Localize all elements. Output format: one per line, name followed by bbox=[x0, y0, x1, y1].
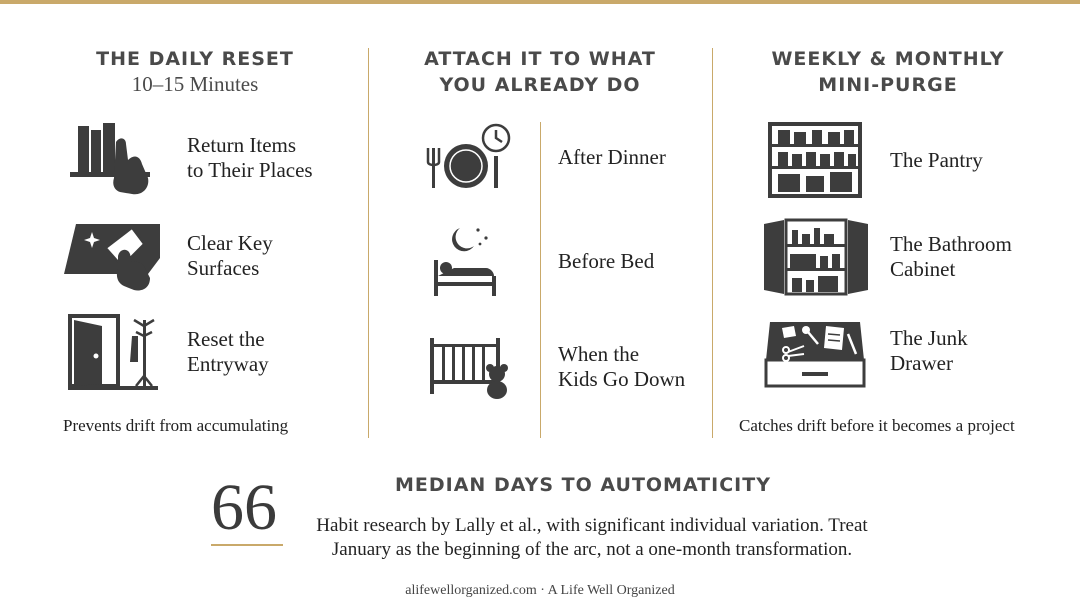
item-label-line2: Kids Go Down bbox=[558, 367, 686, 391]
item-label-line1: Reset the bbox=[187, 327, 265, 351]
item-label-line1: Return Items bbox=[187, 133, 297, 157]
stat-number: 66 bbox=[211, 471, 277, 544]
item-label-line1: After Dinner bbox=[558, 144, 666, 169]
attach-column bbox=[380, 46, 700, 98]
bed-moon-icon bbox=[430, 224, 510, 298]
column-title-line2: YOU ALREADY DO bbox=[439, 74, 641, 96]
purge-column bbox=[728, 46, 1048, 98]
item-label-line2: Surfaces bbox=[187, 256, 260, 280]
books-hand-icon bbox=[68, 120, 158, 196]
crib-teddy-icon bbox=[428, 334, 516, 400]
list-item bbox=[428, 334, 685, 400]
top-accent-bar bbox=[0, 0, 1080, 4]
list-item bbox=[762, 218, 1012, 296]
item-label-line1: The Pantry bbox=[890, 147, 983, 172]
plate-clock-icon bbox=[426, 122, 516, 192]
footer-credit: alifewellorganized.com · A Life Well Organized bbox=[405, 583, 675, 598]
item-label-line1: When the bbox=[558, 342, 640, 366]
column-title: THE DAILY RESET bbox=[96, 48, 294, 70]
item-label-line2: Drawer bbox=[890, 351, 953, 375]
stat-underline bbox=[211, 544, 283, 546]
column-divider-left bbox=[368, 48, 369, 438]
column-divider-right bbox=[712, 48, 713, 438]
item-label-line1: The Bathroom bbox=[890, 232, 1012, 256]
column-title-line1: ATTACH IT TO WHAT bbox=[424, 48, 656, 70]
list-item bbox=[768, 122, 983, 198]
item-label-line2: Cabinet bbox=[890, 257, 956, 281]
list-item bbox=[430, 224, 654, 298]
bathroom-cabinet-icon bbox=[762, 218, 870, 296]
list-item bbox=[62, 218, 273, 294]
pantry-shelves-icon bbox=[768, 122, 862, 198]
item-label-line2: Entryway bbox=[187, 352, 269, 376]
column-footnote: Catches drift before it becomes a project bbox=[739, 416, 1015, 435]
column-title-line2: MINI-PURGE bbox=[818, 74, 958, 96]
item-label-line1: The Junk bbox=[890, 326, 968, 350]
wiping-surface-icon bbox=[62, 218, 162, 294]
item-label-line1: Before Bed bbox=[558, 248, 655, 273]
door-coat-rack-icon bbox=[66, 312, 160, 392]
stat-body: Habit research by Lally et al., with significant individual variation. Treat January as the beginning of the arc, not a one-month transformation. bbox=[316, 515, 868, 560]
list-item bbox=[426, 122, 666, 192]
item-label-line2: to Their Places bbox=[187, 158, 313, 182]
column-title-line1: WEEKLY & MONTHLY bbox=[771, 48, 1005, 70]
list-item bbox=[66, 312, 269, 392]
list-item bbox=[764, 314, 968, 388]
item-label-line1: Clear Key bbox=[187, 231, 273, 255]
junk-drawer-icon bbox=[764, 314, 866, 388]
daily-reset-column bbox=[50, 46, 340, 96]
column-subtitle: 10–15 Minutes bbox=[131, 72, 259, 96]
column-footnote: Prevents drift from accumulating bbox=[63, 416, 289, 435]
list-item bbox=[68, 120, 313, 196]
stat-title: MEDIAN DAYS TO AUTOMATICITY bbox=[395, 474, 771, 496]
